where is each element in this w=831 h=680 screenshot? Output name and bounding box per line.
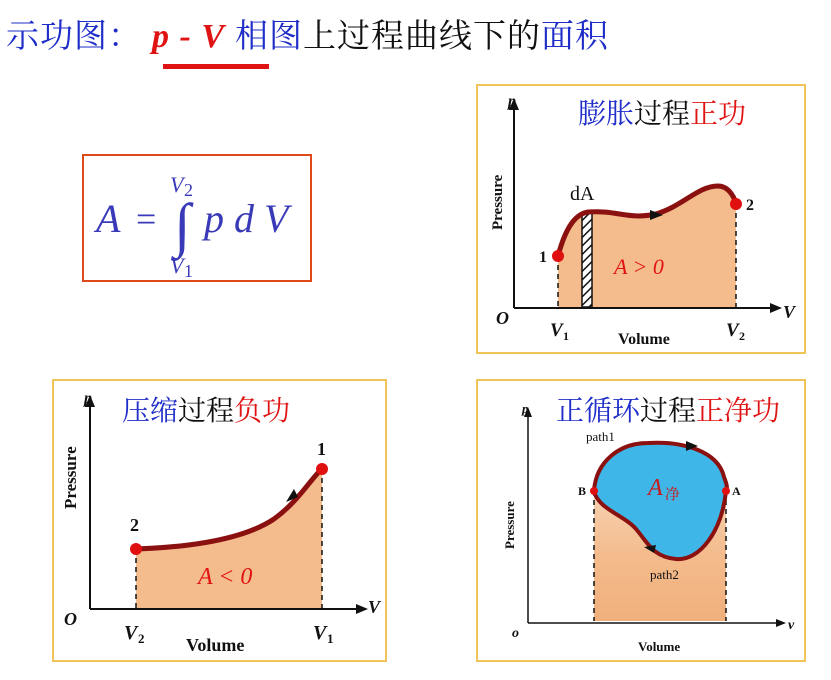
expansion-point-2-label: 2 xyxy=(746,197,754,214)
compression-point-1 xyxy=(316,463,328,475)
compression-pressure-label: Pressure xyxy=(61,446,80,509)
compression-volume-label: Volume xyxy=(186,635,245,655)
compression-title-b: 过程 xyxy=(178,394,235,427)
expansion-volume-label: Volume xyxy=(618,331,670,348)
cycle-path2-label: path2 xyxy=(650,567,679,582)
formula-lower-limit: V xyxy=(170,253,184,278)
cycle-title-b: 过程 xyxy=(640,394,697,427)
cycle-volume-label: Volume xyxy=(638,639,681,654)
expansion-title-b: 过程 xyxy=(634,97,691,130)
cycle-area-sub: 净 xyxy=(665,487,681,503)
expansion-area-label: A > 0 xyxy=(614,254,664,279)
cycle-point-b xyxy=(590,487,598,495)
cycle-origin-label: o xyxy=(512,626,519,641)
title-pv-symbol: p - V xyxy=(152,18,225,55)
compression-origin-label: O xyxy=(64,609,77,629)
compression-panel xyxy=(52,379,387,662)
cycle-panel xyxy=(476,379,806,662)
compression-v-axis-arrow xyxy=(356,604,368,614)
expansion-panel xyxy=(476,84,806,354)
compression-title-c: 负功 xyxy=(234,394,291,427)
compression-area-label: A < 0 xyxy=(198,564,253,590)
cycle-area-label: A xyxy=(648,475,663,501)
cycle-title xyxy=(556,389,780,429)
title-part1: 相图 xyxy=(235,16,303,55)
expansion-title-a: 膨胀 xyxy=(578,97,635,130)
expansion-point-1-label: 1 xyxy=(539,249,547,266)
compression-point-1-label: 1 xyxy=(317,439,326,459)
cycle-title-c: 正净功 xyxy=(696,394,781,427)
dA-strip xyxy=(582,211,592,307)
cycle-p-label: p xyxy=(522,401,529,416)
expansion-v-axis-arrow xyxy=(770,303,782,313)
cycle-point-a xyxy=(722,487,730,495)
title-underline xyxy=(163,64,269,69)
compression-title xyxy=(122,389,290,429)
work-formula-box xyxy=(82,154,312,282)
cycle-point-a-label: A xyxy=(732,484,741,498)
expansion-p-label: p xyxy=(508,93,516,110)
cycle-title-a: 正循环 xyxy=(556,394,641,427)
compression-v2-label: V xyxy=(124,622,138,644)
formula-lower-sub: 1 xyxy=(184,261,193,281)
cycle-pressure-label: Pressure xyxy=(502,501,517,549)
dA-label: dA xyxy=(570,183,595,205)
formula-integral-sign: ∫ xyxy=(174,192,191,258)
expansion-v-label: V xyxy=(783,302,796,322)
cycle-path1-label: path1 xyxy=(586,429,615,444)
cycle-v-label: v xyxy=(788,618,795,633)
expansion-title-c: 正功 xyxy=(690,97,747,130)
page-title xyxy=(6,10,609,57)
formula-integrand: p d V xyxy=(204,196,289,241)
formula-equals: = xyxy=(136,199,157,239)
cycle-v-axis-arrow xyxy=(776,619,786,627)
expansion-pressure-label: Pressure xyxy=(490,174,506,230)
formula-upper-limit: V xyxy=(170,172,184,197)
expansion-v1-label: V xyxy=(550,320,563,341)
title-part3: 面积 xyxy=(541,16,609,55)
compression-v-label: V xyxy=(368,597,381,617)
compression-v2-sub: 2 xyxy=(138,631,145,646)
compression-v1-sub: 1 xyxy=(327,631,334,646)
compression-title-a: 压缩 xyxy=(122,394,179,427)
expansion-point-1 xyxy=(552,250,564,262)
expansion-v1-sub: 1 xyxy=(563,329,569,343)
formula-upper-sub: 2 xyxy=(184,180,193,200)
compression-point-2 xyxy=(130,543,142,555)
cycle-point-b-label: B xyxy=(578,484,587,498)
title-prefix: 示功图： xyxy=(6,16,142,55)
compression-point-2-label: 2 xyxy=(130,515,139,535)
expansion-v2-label: V xyxy=(726,320,739,341)
formula-lhs: A xyxy=(96,196,121,241)
expansion-title xyxy=(578,92,746,132)
expansion-origin-label: O xyxy=(496,308,509,328)
expansion-v2-sub: 2 xyxy=(739,329,745,343)
compression-p-label: p xyxy=(84,390,92,407)
work-formula xyxy=(84,156,312,282)
title-part2: 上过程曲线下的 xyxy=(303,16,541,55)
expansion-point-2 xyxy=(730,198,742,210)
compression-v1-label: V xyxy=(313,622,327,644)
